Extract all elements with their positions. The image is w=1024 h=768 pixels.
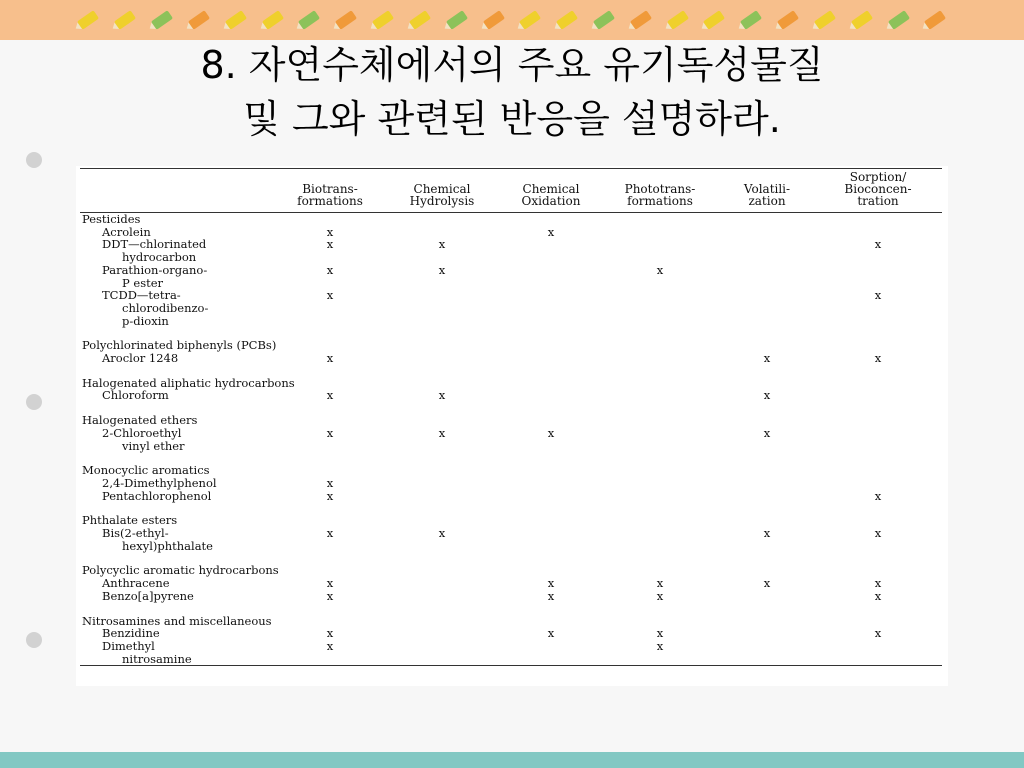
pencil-icon: [703, 10, 725, 30]
category-label: Polycyclic aromatic hydrocarbons: [82, 563, 279, 578]
compound-label: Benzo[a]pyrene: [102, 588, 194, 603]
pencil-icon: [372, 10, 394, 30]
mark-cell-sor: [814, 315, 942, 328]
mark-cell-oxi: [502, 527, 600, 540]
mark-cell-sor: [814, 389, 942, 402]
bullet-dot: [26, 394, 42, 410]
spacer-row: [80, 402, 942, 414]
mark-cell-hyd: x: [438, 262, 446, 277]
table-row: [80, 653, 942, 666]
compound-label: Pentachlorophenol: [102, 488, 212, 503]
mark-cell-hyd: [382, 302, 502, 315]
mark-cell-sor: [814, 440, 942, 453]
mark-cell-pho: x: [656, 588, 664, 603]
mark-cell-oxi: x: [547, 626, 555, 641]
decorative-pencil-banner: [0, 0, 1024, 40]
table-row: [80, 315, 942, 328]
mark-cell-pho: [600, 477, 720, 490]
mark-cell-oxi: [502, 277, 600, 290]
mark-cell-hyd: [382, 640, 502, 653]
mark-cell-vol: [720, 315, 814, 328]
column-header-hyd: Chemical Hydrolysis: [409, 182, 475, 208]
mark-cell-pho: [600, 302, 720, 315]
mark-cell-sor: x: [874, 588, 882, 603]
mark-cell-sor: [814, 264, 942, 277]
pencil-icon: [667, 10, 689, 30]
category-row: [80, 377, 942, 390]
pencil-icon: [593, 10, 615, 30]
mark-cell-bio: [278, 540, 382, 553]
mark-cell-sor: [814, 540, 942, 553]
column-header-oxi: Chemical Oxidation: [521, 182, 581, 208]
compound-label: Chloroform: [102, 388, 169, 403]
mark-cell-oxi: [502, 540, 600, 553]
mark-cell-pho: [600, 226, 720, 239]
mark-cell-vol: [720, 490, 814, 503]
mark-cell-bio: x: [326, 638, 334, 653]
slide-title-line-1: 8. 자연수체에서의 주요 유기독성물질: [200, 43, 824, 87]
mark-cell-hyd: [382, 540, 502, 553]
mark-cell-sor: [814, 251, 942, 264]
mark-cell-vol: [720, 640, 814, 653]
mark-cell-bio: [278, 653, 382, 666]
category-label: Halogenated ethers: [82, 413, 198, 428]
pencil-icon: [888, 10, 910, 30]
compound-label: Dimethyl: [102, 638, 155, 653]
bullet-dot: [26, 152, 42, 168]
spacer-cell: [80, 402, 942, 414]
mark-cell-hyd: [382, 251, 502, 264]
mark-cell-pho: [600, 440, 720, 453]
pencil-icon: [261, 10, 283, 30]
mark-cell-vol: [720, 590, 814, 603]
pencil-icon: [188, 10, 210, 30]
mark-cell-bio: [278, 251, 382, 264]
mark-cell-pho: x: [656, 626, 664, 641]
mark-cell-hyd: x: [438, 425, 446, 440]
compound-label: Acrolein: [102, 224, 151, 239]
table-row: [80, 440, 942, 453]
pencil-icon: [77, 10, 99, 30]
mark-cell-sor: [814, 427, 942, 440]
category-row: [80, 339, 942, 352]
category-row: [80, 213, 942, 226]
mark-cell-vol: [720, 627, 814, 640]
mark-cell-pho: [600, 315, 720, 328]
pencil-icon: [740, 10, 762, 30]
compound-label: 2-Chloroethyl: [102, 425, 182, 440]
pencil-icon: [335, 10, 357, 30]
table-row: [80, 490, 942, 503]
table-row: [80, 427, 942, 440]
pencil-icon: [482, 10, 504, 30]
spacer-cell: [80, 502, 942, 514]
mark-cell-bio: x: [326, 576, 334, 591]
header-blank: [80, 169, 278, 213]
mark-cell-hyd: [382, 440, 502, 453]
mark-cell-hyd: [382, 653, 502, 666]
mark-cell-oxi: [502, 477, 600, 490]
spacer-row: [80, 603, 942, 615]
mark-cell-hyd: [382, 590, 502, 603]
mark-cell-sor: x: [874, 626, 882, 641]
mark-cell-oxi: [502, 653, 600, 666]
mark-cell-bio: [278, 302, 382, 315]
compound-label: Anthracene: [102, 576, 170, 591]
table-row: [80, 527, 942, 540]
mark-cell-vol: [720, 251, 814, 264]
mark-cell-sor: x: [874, 576, 882, 591]
pencil-icon: [446, 10, 468, 30]
compound-label: DDT—chlorinated: [102, 237, 207, 252]
mark-cell-bio: x: [326, 224, 334, 239]
mark-cell-bio: x: [326, 388, 334, 403]
table-row: [80, 302, 942, 315]
mark-cell-sor: [814, 653, 942, 666]
mark-cell-pho: [600, 427, 720, 440]
table-row: [80, 226, 942, 239]
compound-label: 2,4-Dimethylphenol: [102, 475, 217, 490]
table-row: [80, 540, 942, 553]
category-row: [80, 615, 942, 628]
mark-cell-hyd: [382, 627, 502, 640]
mark-cell-sor: x: [874, 288, 882, 303]
column-header-bio: Biotrans- formations: [297, 182, 363, 208]
mark-cell-vol: [720, 226, 814, 239]
mark-cell-hyd: [382, 577, 502, 590]
mark-cell-oxi: [502, 251, 600, 264]
mark-cell-oxi: [502, 440, 600, 453]
mark-cell-oxi: [502, 289, 600, 302]
compound-label: TCDD—tetra-: [102, 288, 181, 303]
category-label: Phthalate esters: [82, 513, 178, 528]
mark-cell-oxi: [502, 490, 600, 503]
mark-cell-pho: x: [656, 262, 664, 277]
mark-cell-pho: [600, 540, 720, 553]
mark-cell-bio: x: [326, 626, 334, 641]
toxic-compounds-process-table: [80, 168, 942, 666]
mark-cell-pho: [600, 352, 720, 365]
table-header-row: [80, 169, 942, 213]
mark-cell-pho: [600, 527, 720, 540]
category-label: Halogenated aliphatic hydrocarbons: [82, 375, 295, 390]
pencil-icon: [630, 10, 652, 30]
mark-cell-pho: [600, 238, 720, 251]
spacer-row: [80, 502, 942, 514]
compound-label: Bis(2-ethyl-: [102, 526, 169, 541]
mark-cell-bio: x: [326, 588, 334, 603]
compound-label: vinyl ether: [122, 438, 185, 453]
compound-label: Benzidine: [102, 626, 160, 641]
mark-cell-vol: x: [763, 388, 771, 403]
mark-cell-vol: [720, 653, 814, 666]
table-row: [80, 251, 942, 264]
compound-label: chlorodibenzo-: [122, 300, 209, 315]
pencil-icon: [519, 10, 541, 30]
mark-cell-oxi: [502, 389, 600, 402]
mark-cell-sor: [814, 640, 942, 653]
scanned-table-image: [76, 166, 948, 686]
spacer-cell: [80, 603, 942, 615]
mark-cell-bio: x: [326, 488, 334, 503]
mark-cell-oxi: x: [547, 425, 555, 440]
pencil-icon: [409, 10, 431, 30]
mark-cell-vol: x: [763, 351, 771, 366]
compound-label: Parathion-organo-: [102, 262, 208, 277]
spacer-row: [80, 365, 942, 377]
table-row: [80, 289, 942, 302]
mark-cell-sor: x: [874, 526, 882, 541]
compound-label: Aroclor 1248: [102, 351, 179, 366]
mark-cell-pho: [600, 490, 720, 503]
mark-cell-oxi: [502, 640, 600, 653]
mark-cell-vol: x: [763, 526, 771, 541]
mark-cell-bio: x: [326, 351, 334, 366]
bullet-dot: [26, 632, 42, 648]
mark-cell-bio: x: [326, 262, 334, 277]
compound-label: p-dioxin: [122, 313, 169, 328]
mark-cell-pho: [600, 653, 720, 666]
table-row: [80, 477, 942, 490]
mark-cell-oxi: x: [547, 576, 555, 591]
compound-label: hydrocarbon: [122, 250, 197, 265]
category-row: [80, 514, 942, 527]
pencil-icon: [298, 10, 320, 30]
mark-cell-pho: x: [656, 638, 664, 653]
mark-cell-sor: x: [874, 488, 882, 503]
category-row: [80, 414, 942, 427]
mark-cell-sor: x: [874, 237, 882, 252]
table-row: [80, 352, 942, 365]
table-row: [80, 627, 942, 640]
category-label: Nitrosamines and miscellaneous: [82, 613, 272, 628]
spacer-cell: [80, 365, 942, 377]
column-header-vol: Volatili- zation: [743, 182, 791, 208]
pencil-icon: [151, 10, 173, 30]
column-header-pho: Phototrans- formations: [624, 182, 696, 208]
pencil-icon: [225, 10, 247, 30]
mark-cell-hyd: x: [438, 526, 446, 541]
mark-cell-pho: [600, 389, 720, 402]
mark-cell-hyd: [382, 289, 502, 302]
mark-cell-vol: x: [763, 425, 771, 440]
mark-cell-hyd: [382, 490, 502, 503]
mark-cell-pho: [600, 289, 720, 302]
mark-cell-bio: [278, 440, 382, 453]
table-row: [80, 238, 942, 251]
category-row: [80, 564, 942, 577]
slide-title: [30, 38, 994, 146]
mark-cell-oxi: [502, 238, 600, 251]
mark-cell-hyd: [382, 277, 502, 290]
mark-cell-vol: [720, 477, 814, 490]
mark-cell-hyd: [382, 352, 502, 365]
mark-cell-pho: [600, 277, 720, 290]
pencil-icon: [556, 10, 578, 30]
category-label: Polychlorinated biphenyls (PCBs): [82, 338, 277, 353]
pencil-icon: [814, 10, 836, 30]
mark-cell-hyd: x: [438, 237, 446, 252]
pencil-icon: [777, 10, 799, 30]
mark-cell-bio: x: [326, 425, 334, 440]
slide-title-line-2: 및 그와 관련된 반응을 설명하라.: [243, 97, 781, 141]
column-header-sor: Sorption/ Bioconcen- tration: [844, 170, 912, 208]
table-row: [80, 577, 942, 590]
mark-cell-bio: x: [326, 475, 334, 490]
mark-cell-hyd: [382, 315, 502, 328]
mark-cell-bio: x: [326, 288, 334, 303]
mark-cell-vol: [720, 540, 814, 553]
mark-cell-pho: x: [656, 576, 664, 591]
mark-cell-sor: [814, 477, 942, 490]
mark-cell-vol: [720, 264, 814, 277]
mark-cell-bio: [278, 315, 382, 328]
category-label: Monocyclic aromatics: [82, 463, 210, 478]
mark-cell-vol: [720, 289, 814, 302]
compound-label: nitrosamine: [122, 651, 192, 666]
mark-cell-vol: x: [763, 576, 771, 591]
compound-label: P ester: [122, 275, 164, 290]
mark-cell-oxi: [502, 352, 600, 365]
mark-cell-oxi: x: [547, 588, 555, 603]
table-row: [80, 277, 942, 290]
mark-cell-vol: [720, 277, 814, 290]
mark-cell-hyd: x: [438, 388, 446, 403]
mark-cell-oxi: [502, 315, 600, 328]
mark-cell-vol: [720, 440, 814, 453]
pencil-icon: [114, 10, 136, 30]
mark-cell-pho: [600, 251, 720, 264]
footer-bar: [0, 752, 1024, 768]
pencil-icon: [851, 10, 873, 30]
table-row: [80, 389, 942, 402]
mark-cell-sor: x: [874, 351, 882, 366]
table-row: [80, 590, 942, 603]
mark-cell-oxi: [502, 302, 600, 315]
mark-cell-vol: [720, 302, 814, 315]
mark-cell-vol: [720, 238, 814, 251]
mark-cell-hyd: [382, 477, 502, 490]
mark-cell-oxi: x: [547, 224, 555, 239]
table-row: [80, 264, 942, 277]
mark-cell-bio: x: [326, 526, 334, 541]
mark-cell-sor: [814, 302, 942, 315]
compound-label: hexyl)phthalate: [122, 538, 213, 553]
mark-cell-bio: x: [326, 237, 334, 252]
mark-cell-oxi: [502, 264, 600, 277]
category-label: Pesticides: [82, 212, 141, 226]
pencil-icon: [924, 10, 946, 30]
table-row: [80, 640, 942, 653]
